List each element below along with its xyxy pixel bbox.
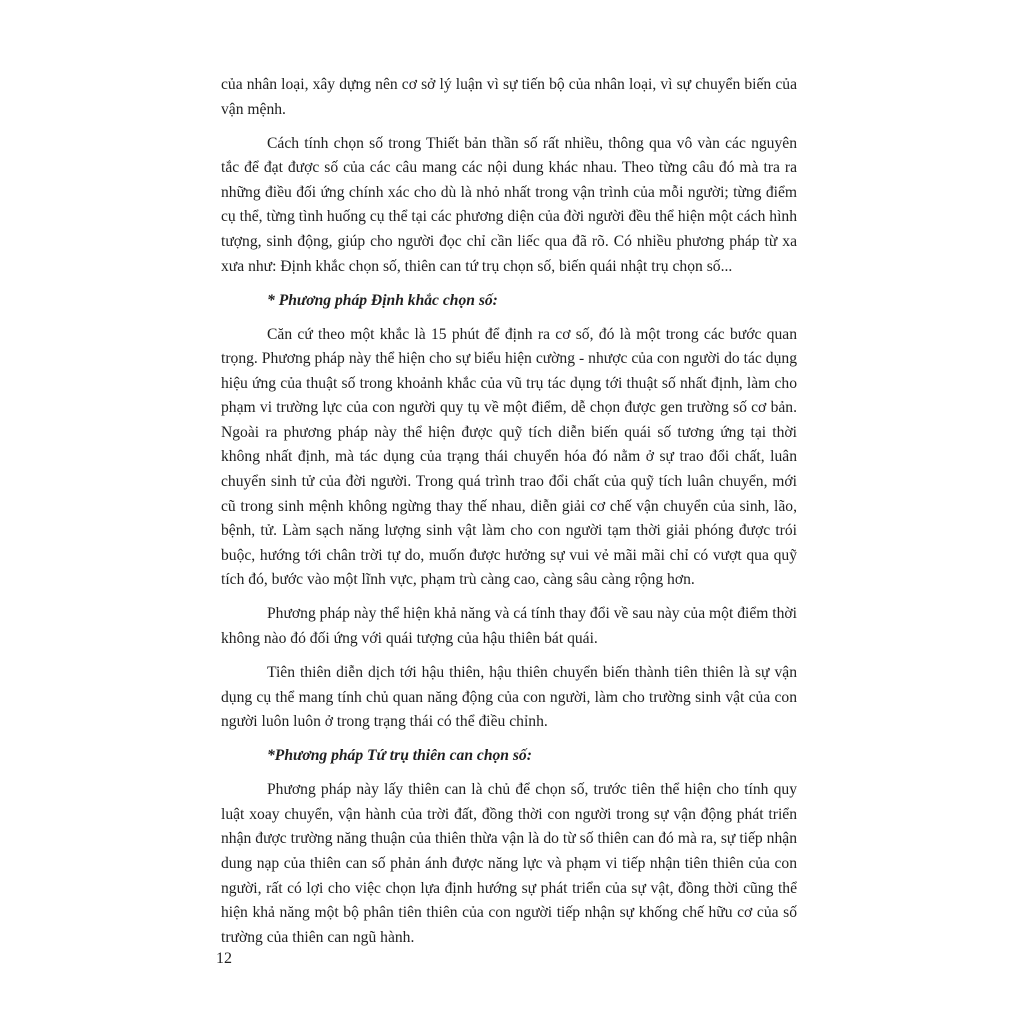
paragraph-dinh-khac-ability: Phương pháp này thể hiện khả năng và cá tính thay đổi về sau này của một điểm thời không nào đó đối ứng với quái tượng của hậu thiên bát quái. xyxy=(221,605,797,648)
paragraph-tien-thien: Tiên thiên diễn dịch tới hậu thiên, hậu thiên chuyển biến thành tiên thiên là sự vận dụng cụ thể mang tính chủ quan năng động của con người, làm cho trường sinh vật của con người luôn luôn ở trong trạng thái có thể điều chỉnh. xyxy=(221,664,797,731)
section-heading-dinh-khac: * Phương pháp Định khắc chọn số: xyxy=(267,291,498,309)
paragraph-continuation: của nhân loại, xây dựng nên cơ sở lý luận vì sự tiến bộ của nhân loại, vì sự chuyển biến của vận mệnh. xyxy=(221,76,797,118)
paragraph-dinh-khac-body: Căn cứ theo một khắc là 15 phút để định ra cơ số, đó là một trong các bước quan trọng. Phương pháp này thể hiện cho sự biểu hiện cường - nhược của con người do tác dụng hiệu ứng của thuật số trong khoảnh khắc của vũ trụ tác dụng tới thuật số nhất định, làm cho phạm vi trường lực của con người quy tụ về một điểm, dễ chọn được gen trường số cơ bản. Ngoài ra phương pháp này thể hiện được quỹ tích diễn biến quái số tương ứng tại thời không nhất định, mà tác dụng của trạng thái chuyển hóa đó nằm ở sự trao đổi chất, luân chuyển sinh tử của đời người. Trong quá trình trao đổi chất của quỹ tích luân chuyển, mới cũ trong sinh mệnh không ngừng thay thế nhau, diễn giải cơ chế vận chuyển của sinh, lão, bệnh, tử. Làm sạch năng lượng sinh vật làm cho con người tạm thời giải phóng được trói buộc, hướng tới chân trời tự do, muốn được hưởng sự vui vẻ mãi mãi chỉ có vượt qua quỹ tích đó, bước vào một lĩnh vực, phạm trù càng cao, càng sâu càng rộng hơn. xyxy=(221,325,797,589)
book-page-text xyxy=(221,73,797,960)
section-heading-tu-tru: *Phương pháp Tứ trụ thiên can chọn số: xyxy=(267,747,532,765)
paragraph-tu-tru-body: Phương pháp này lấy thiên can là chủ để chọn số, trước tiên thể hiện cho tính quy luật xoay chuyển, vận hành của trời đất, đồng thời con người trong sự vận động phát triển nhận được trường năng thuận của thiên thừa vận là do từ số thiên can đó mà ra, sự tiếp nhận dung nạp của thiên can số phản ánh được năng lực và phạm vi tiếp nhận tiên thiên của con người, rất có lợi cho việc chọn lựa định hướng sự phát triển của sự vật, đồng thời cũng thể hiện khả năng một bộ phân tiên thiên của con người tiếp nhận sự khống chế hữu cơ của số trường của thiên can ngũ hành. xyxy=(221,781,797,946)
page-number: 12 xyxy=(216,950,232,967)
paragraph-calculation-methods: Cách tính chọn số trong Thiết bản thần số rất nhiều, thông qua vô vàn các nguyên tắc để đạt được số của các câu mang các nội dung khác nhau. Theo từng câu đó mà tra ra những điều đối ứng chính xác cho dù là nhỏ nhất trong vận trình của mỗi người; từng điểm cụ thể, từng tình huống cụ thể tại các phương diện của đời người đều thể hiện một cách hình tượng, sinh động, giúp cho người đọc chỉ cần liếc qua đã rõ. Có nhiều phương pháp từ xa xưa như: Định khắc chọn số, thiên can tứ trụ chọn số, biến quái nhật trụ chọn số... xyxy=(221,134,797,275)
